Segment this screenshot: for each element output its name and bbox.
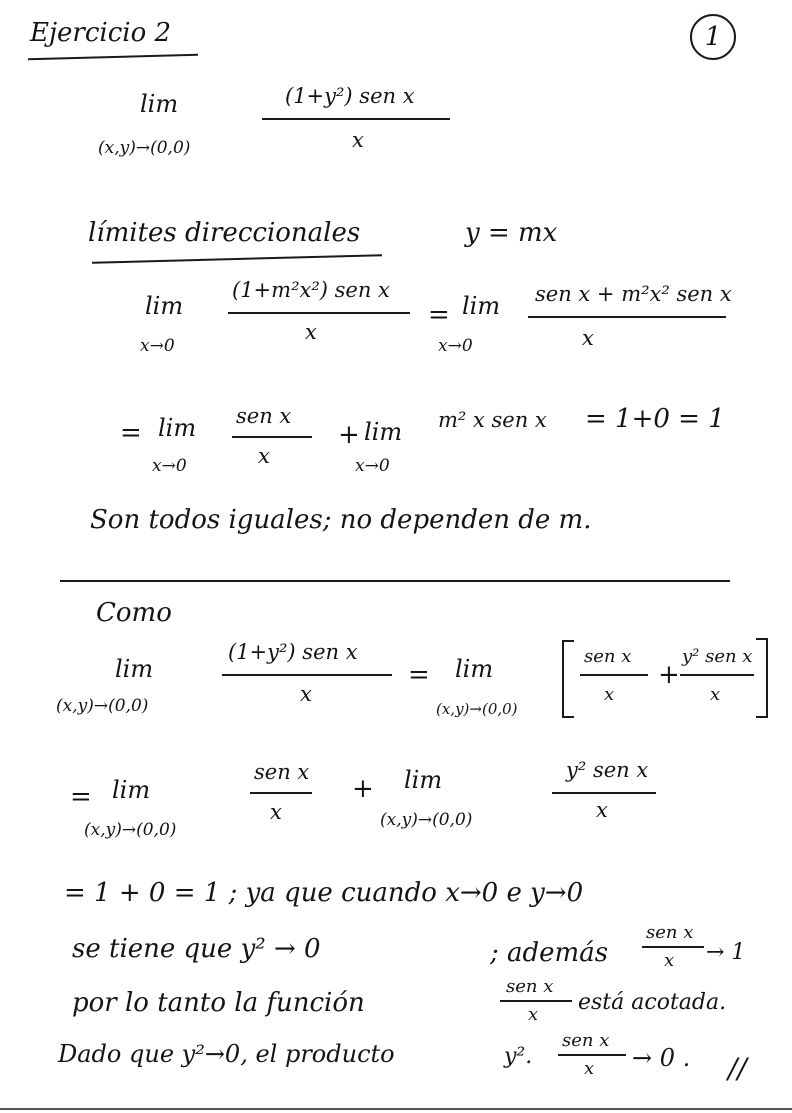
sec2-lim2: lim — [404, 766, 443, 794]
directional-heading: límites direccionales — [88, 218, 361, 248]
reason-3-bar — [500, 1000, 572, 1002]
sec1-lim2-sub: (x,y)→(0,0) — [436, 700, 518, 718]
reason-line-3: por lo tanto la función — [72, 988, 365, 1018]
sec2-lim-sub: (x,y)→(0,0) — [84, 820, 177, 840]
sec1-frac1-num: sen x — [584, 646, 632, 667]
dir1-lim: lim — [145, 292, 184, 320]
sec1-plus: + — [658, 660, 680, 690]
sec2-frac1-bar — [250, 792, 312, 794]
reason-2-den: x — [664, 950, 675, 971]
heading-underline — [92, 254, 382, 264]
reason-2-num: sen x — [646, 922, 694, 943]
sec2-equals: = — [70, 782, 92, 812]
dir1-fraction-bar2 — [528, 316, 726, 318]
dir2-fraction-bar — [232, 436, 312, 438]
dir1-denominator2: x — [582, 326, 594, 350]
exercise-title: Ejercicio 2 — [30, 18, 172, 48]
sec1-frac2-bar — [680, 674, 754, 676]
problem-numerator: (1+y²) sen x — [285, 84, 415, 108]
sec1-numerator: (1+y²) sen x — [228, 640, 358, 664]
dir1-lim-sub: x→0 — [140, 336, 175, 356]
sec1-frac2-num: y² sen x — [682, 646, 753, 667]
sec2-lim: lim — [112, 776, 151, 804]
sec1-frac1-bar — [580, 674, 648, 676]
sec2-frac2-den: x — [596, 798, 608, 822]
reason-line-4: Dado que y²→0, el producto — [58, 1040, 395, 1068]
sec1-equals: = — [408, 660, 430, 690]
dir2-term: m² x sen x — [438, 408, 547, 432]
problem-lim: lim — [140, 90, 179, 118]
dir2-equals: = — [120, 418, 142, 448]
dir2-lim2-sub: x→0 — [355, 456, 390, 476]
dir2-lim2: lim — [364, 418, 403, 446]
sec1-lim2: lim — [455, 655, 494, 683]
dir1-lim2: lim — [462, 292, 501, 320]
page-number: 1 — [690, 14, 736, 60]
reason-4-num: sen x — [562, 1030, 610, 1051]
reason-line-1: = 1 + 0 = 1 ; ya que cuando x→0 e y→0 — [64, 878, 584, 908]
reason-3-den: x — [528, 1004, 539, 1025]
sec1-lim: lim — [115, 655, 154, 683]
sec1-frac1-den: x — [604, 684, 615, 705]
title-underline — [28, 54, 198, 60]
reason-3-num: sen x — [506, 976, 554, 997]
dir1-denominator: x — [305, 320, 317, 344]
sec2-frac1-num: sen x — [254, 760, 310, 784]
reason-4-limit: → 0 . — [632, 1044, 691, 1072]
end-mark: // — [728, 1052, 747, 1085]
reason-4-ysq: y². — [504, 1044, 533, 1069]
sec1-fraction-bar — [222, 674, 392, 676]
sec1-lim-sub: (x,y)→(0,0) — [56, 696, 149, 716]
problem-lim-sub: (x,y)→(0,0) — [98, 138, 191, 158]
dir1-numerator: (1+m²x²) sen x — [232, 278, 390, 302]
sec1-denominator: x — [300, 682, 312, 706]
dir1-lim2-sub: x→0 — [438, 336, 473, 356]
reason-2-arrow: → 1 — [706, 940, 746, 965]
directional-conclusion: Son todos iguales; no dependen de m. — [90, 505, 592, 535]
dir2-result: = 1+0 = 1 — [585, 404, 725, 434]
dir1-fraction-bar — [228, 312, 410, 314]
dir2-plus: + — [338, 420, 360, 450]
dir1-equals: = — [428, 300, 450, 330]
reason-4-den: x — [584, 1058, 595, 1079]
reason-line-3b: está acotada. — [578, 990, 727, 1015]
substitution: y = mx — [465, 218, 558, 248]
sec2-lim2-sub: (x,y)→(0,0) — [380, 810, 473, 830]
section-divider — [60, 580, 730, 582]
sec2-plus: + — [352, 774, 374, 804]
como-label: Como — [96, 598, 172, 628]
problem-fraction-bar — [262, 118, 450, 120]
right-bracket — [756, 638, 768, 718]
sec2-frac1-den: x — [270, 800, 282, 824]
left-bracket — [562, 640, 574, 718]
dir1-numerator2: sen x + m²x² sen x — [535, 282, 732, 306]
sec2-frac2-bar — [552, 792, 656, 794]
reason-line-2b: ; además — [490, 938, 609, 968]
reason-2-bar — [642, 946, 704, 948]
problem-denominator: x — [352, 128, 364, 152]
reason-line-2: se tiene que y² → 0 — [72, 934, 321, 964]
dir2-numerator: sen x — [236, 404, 292, 428]
sec2-frac2-num: y² sen x — [566, 758, 649, 782]
sec1-frac2-den: x — [710, 684, 721, 705]
dir2-lim: lim — [158, 414, 197, 442]
dir2-denominator: x — [258, 444, 270, 468]
page-bottom-edge — [0, 1108, 792, 1110]
dir2-lim-sub: x→0 — [152, 456, 187, 476]
reason-4-bar — [558, 1054, 626, 1056]
